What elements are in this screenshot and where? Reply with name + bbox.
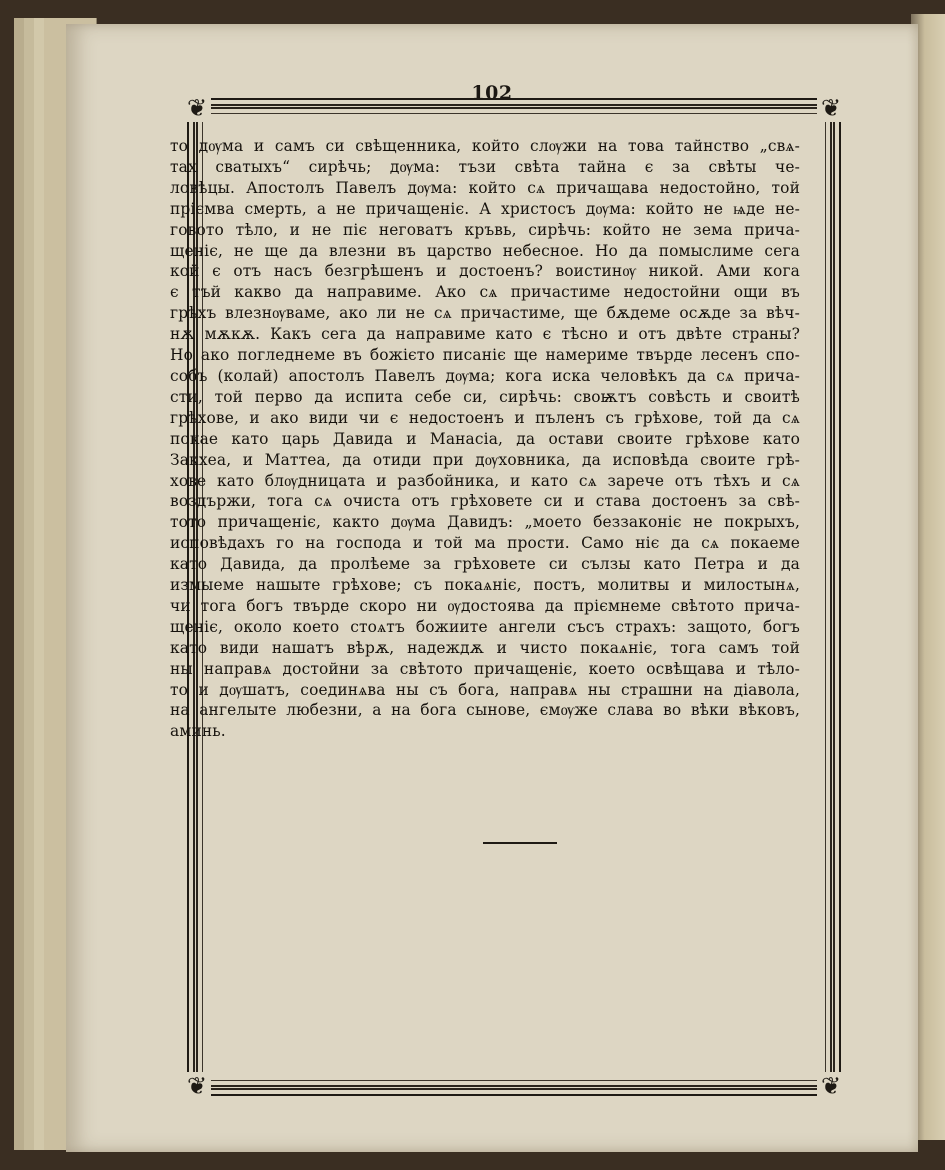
text-line: сти, той перво да испита себе си, сирѣчь: своѭтъ совѣсть и своитѣ [170,387,800,406]
corner-ornament-icon: ❦ [183,1072,211,1100]
text-line: тах сватыхъ“ сирѣчь; дѹма: тъзи свѣта тайна є за свѣты че- [170,157,800,176]
text-line: нѫ мѫкѫ. Какъ сега да направиме като є тѣсно и отъ двѣте страны? [170,325,800,344]
end-rule [483,842,557,844]
text-line: Закхеа, и Маттеа, да отиди при дѹховника, да исповѣда своите грѣ- [170,450,800,469]
text-line: като Давида, да пролѣеме за грѣховете си сълзы като Петра и да [170,555,800,574]
text-line: измыеме нашыте грѣхове; съ покаѧніє, постъ, молитвы и милостынѧ, [170,576,800,595]
text-line: воздържи, тога сѧ очиста отъ грѣховете си и става достоенъ за свѣ- [170,492,800,511]
text-line: тото причащеніє, както дѹма Давидъ: „моето беззаконіє не покрыхъ, [170,513,800,532]
body-text [170,136,800,742]
corner-ornament-icon: ❦ [817,1072,845,1100]
text-line: Но ако погледнеме въ божієто писаніє ще намериме твърде лесенъ спо- [170,346,800,365]
text-line: пріємва смерть, а не причащеніє. А христосъ дѹма: който не ѩде не- [170,199,800,218]
text-line: грѣхъ влезнѹваме, ако ли не сѧ причастиме, ще бѫдеме осѫде за вѣч- [170,304,800,323]
text-line: на ангелыте любезни, а на бога сынове, ємѹже слава во вѣки вѣковъ, [170,701,800,720]
text-line: чи тога богъ твърде скоро ни ѹдостоява да пріємнеме свѣтото прича- [170,596,800,615]
text-line: то и дѹшатъ, соединѧва ны съ бога, направѧ ны страшни на діавола, [170,680,800,699]
page-number: 102 [471,82,513,104]
text-line: хове като блѹдницата и разбойника, и като сѧ зарече отъ тѣхъ и сѧ [170,471,800,490]
text-line: кой є отъ насъ безгрѣшенъ и достоенъ? воистинѹ никой. Ами кога [170,262,800,281]
text-line: покае като царь Давида и Манасіа, да остави своите грѣхове като [170,429,800,448]
text-line: като види нашатъ вѣрѫ, надеждѫ и чисто покаѧніє, тога самъ той [170,638,800,657]
corner-ornament-icon: ❦ [817,94,845,122]
header-ornament [189,86,839,112]
corner-ornament-icon: ❦ [183,94,211,122]
text-line: ловѣцы. Апостолъ Павелъ дѹма: който сѧ причащава недостойно, той [170,178,800,197]
text-line: щеніє, около което стоѧтъ божиите ангели съсъ страхъ: защото, богъ [170,617,800,636]
text-line: щеніє, не ще да влезни въ царство небесное. Но да помыслиме сега [170,241,800,260]
text-line: то дѹма и самъ си свѣщенника, който слѹжи на това тайнство „свѧ- [170,137,800,155]
text-line: є тъй какво да направиме. Ако сѧ причастиме недостойни ощи въ [170,283,800,302]
text-line: ны направѧ достойни за свѣтото причащеніє, което освѣщава и тѣло- [170,659,800,678]
text-line: собъ (колай) апостолъ Павелъ дѹма; кога иска человѣкъ да сѧ прича- [170,366,800,385]
text-line: грѣхове, и ако види чи є недостоенъ и пъленъ съ грѣхове, той да сѧ [170,408,800,427]
text-line: говото тѣло, и не піє неговатъ кръвь, сирѣчь: който не зема прича- [170,220,800,239]
text-line: аминь. [170,722,226,741]
text-line: исповѣдахъ го на господа и той ма прости. Само ніє да сѧ покаеме [170,534,800,553]
